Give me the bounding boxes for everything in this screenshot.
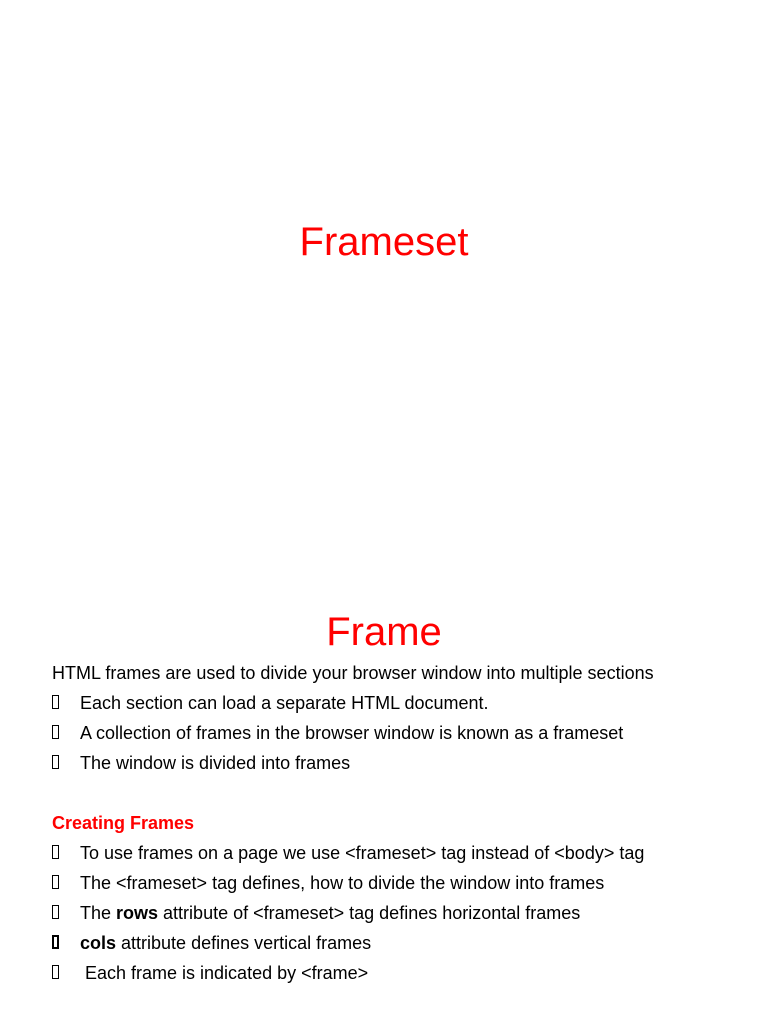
list-item [52, 928, 752, 958]
bullet-box-icon [52, 748, 80, 778]
slide-title-frameset: Frameset [299, 220, 469, 264]
list-item-text: Each section can load a separate HTML document. [80, 693, 489, 713]
list-item [52, 688, 752, 718]
bullet-box-icon [52, 928, 80, 958]
bullet-box-icon [52, 958, 80, 988]
list-item-text: The window is divided into frames [80, 753, 351, 773]
list-item [52, 718, 752, 748]
bullet-box-icon [52, 838, 80, 868]
list-item-text-post: attribute of <frameset> tag defines horizontal frames [158, 903, 581, 923]
intro-text: HTML frames are used to divide your browser window into multiple sections [52, 663, 654, 683]
list-item-text: Each frame is indicated by <frame> [85, 963, 369, 983]
list-item-text-pre: The [80, 903, 117, 923]
list-item-text: A collection of frames in the browser window is known as a frameset [80, 723, 624, 743]
list-item-text-post: attribute defines vertical frames [116, 933, 372, 953]
creating-frames-section [52, 808, 752, 988]
list-item [52, 838, 752, 868]
bullet-box-icon [52, 718, 80, 748]
bullet-box-icon [52, 688, 80, 718]
section-heading: Creating Frames [52, 813, 195, 833]
list-item-text: To use frames on a page we use <frameset> tag instead of <body> tag [80, 843, 645, 863]
bullet-box-icon [52, 898, 80, 928]
slide-title-frame: Frame [326, 610, 442, 654]
keyword-cols: cols [80, 933, 117, 953]
list-item [52, 748, 752, 778]
keyword-rows: rows [116, 903, 159, 923]
intro-block [52, 658, 752, 778]
list-item [52, 958, 752, 988]
list-item [52, 898, 752, 928]
bullet-box-icon [52, 868, 80, 898]
list-item [52, 868, 752, 898]
list-item-text: The <frameset> tag defines, how to divide the window into frames [80, 873, 605, 893]
